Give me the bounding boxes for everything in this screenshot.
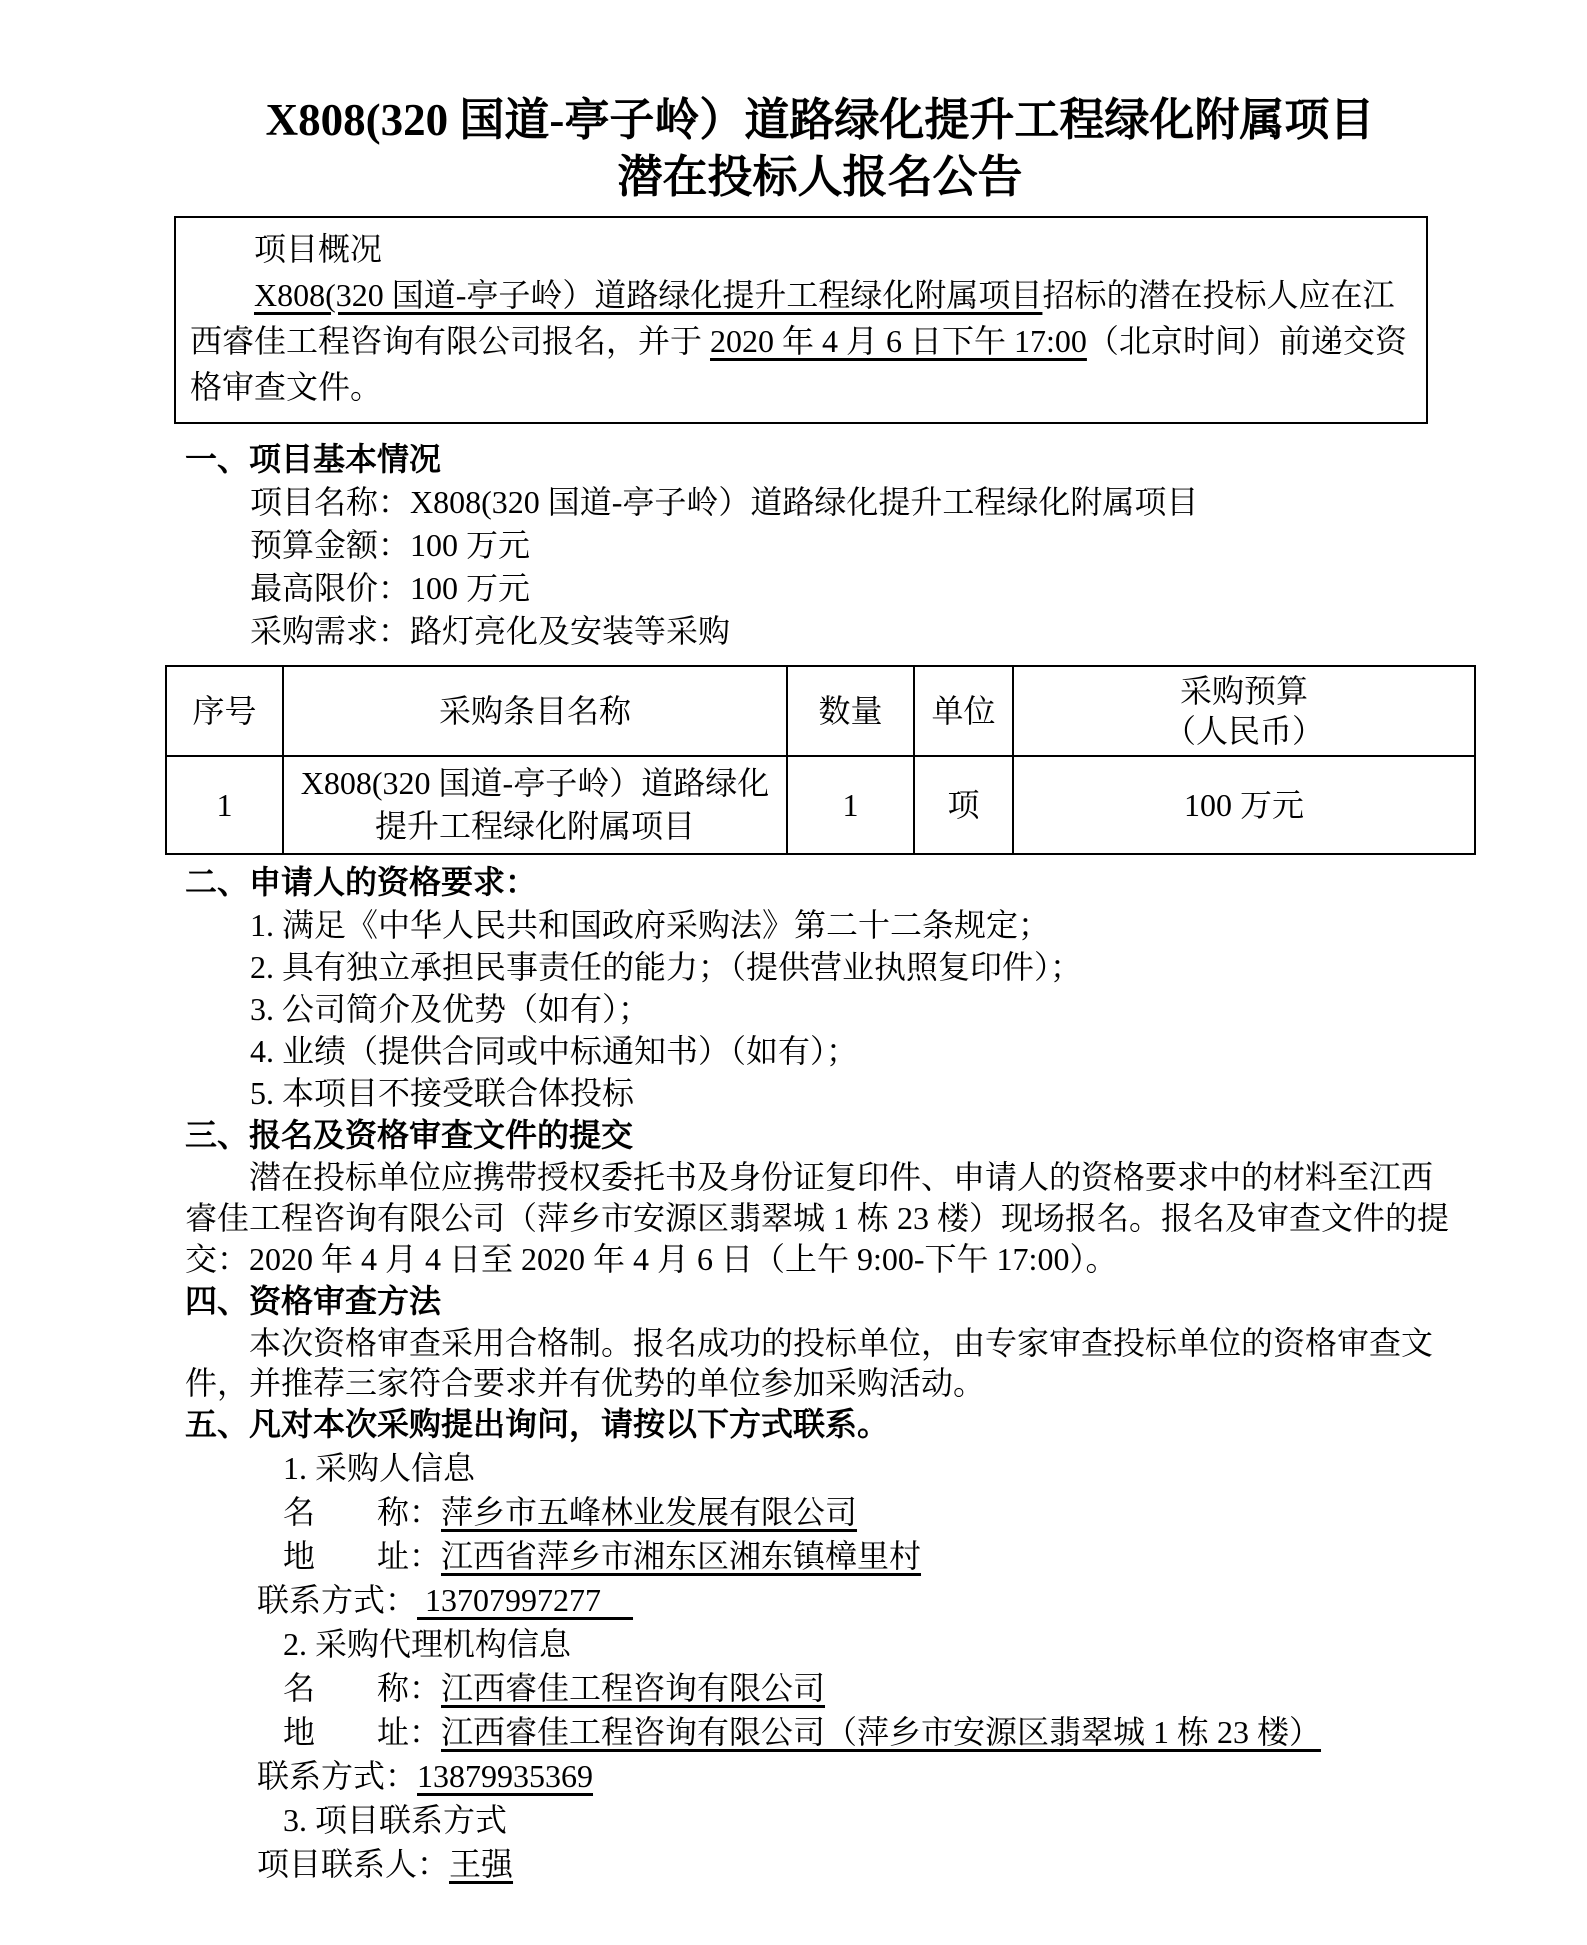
project-contact-line bbox=[257, 1842, 1455, 1886]
overview-text-2: （北京时间）前递交资格审查文件。 bbox=[190, 323, 1407, 405]
project-contact-person-value: 王强 bbox=[449, 1846, 514, 1882]
procurement-items-table bbox=[165, 665, 1476, 855]
cell-item-name: X808(320 国道-亭子岭）道路绿化提升工程绿化附属项目 bbox=[283, 756, 787, 854]
table-row bbox=[166, 756, 1475, 854]
cell-unit: 项 bbox=[914, 756, 1013, 854]
budget-amount-line: 预算金额：100 万元 bbox=[250, 527, 531, 563]
overview-text-1: 招标的潜在投标人应在江西睿佳工程咨询有限公司报名，并于 bbox=[190, 277, 1395, 359]
header-budget bbox=[1013, 666, 1475, 756]
project-name-line: 项目名称：X808(320 国道-亭子岭）道路绿化提升工程绿化附属项目 bbox=[250, 484, 1199, 520]
qualification-item: 2. 具有独立承担民事责任的能力；（提供营业执照复印件）； bbox=[250, 949, 1083, 985]
project-contact-person-label: 项目联系人： bbox=[257, 1846, 450, 1882]
agency-address-line bbox=[283, 1710, 1455, 1754]
agency-name-line bbox=[283, 1666, 1455, 1710]
document-title bbox=[185, 92, 1455, 206]
overview-paragraph bbox=[190, 272, 1410, 410]
contact-label: 联系方式： bbox=[257, 1582, 418, 1618]
section3-heading: 三、报名及资格审查文件的提交 bbox=[185, 1117, 634, 1153]
header-qty: 数量 bbox=[787, 666, 914, 756]
document-title-line2: 潜在投标人报名公告 bbox=[617, 152, 1023, 202]
purchaser-address-value: 江西省萍乡市湘东区湘东镇樟里村 bbox=[441, 1538, 922, 1574]
table-header-row bbox=[166, 666, 1475, 756]
purchaser-address-line bbox=[283, 1534, 1455, 1578]
qualification-item: 1. 满足《中华人民共和国政府采购法》第二十二条规定； bbox=[250, 907, 1051, 943]
purchaser-phone-value: 13707997277 bbox=[417, 1582, 634, 1618]
max-price-line: 最高限价：100 万元 bbox=[250, 570, 531, 606]
agency-info-title: 2. 采购代理机构信息 bbox=[283, 1626, 572, 1662]
section5-heading: 五、凡对本次采购提出询问，请按以下方式联系。 bbox=[185, 1406, 890, 1442]
overview-heading: 项目概况 bbox=[254, 231, 383, 267]
purchaser-info-title: 1. 采购人信息 bbox=[283, 1450, 476, 1486]
purchaser-name-value: 萍乡市五峰林业发展有限公司 bbox=[441, 1494, 858, 1530]
overview-deadline-underlined: 2020 年 4 月 6 日下午 17:00 bbox=[710, 323, 1087, 359]
address-label: 地 址： bbox=[283, 1714, 441, 1750]
cell-qty: 1 bbox=[787, 756, 914, 854]
header-budget-line1: 采购预算 bbox=[1179, 673, 1308, 709]
cell-seq: 1 bbox=[166, 756, 283, 854]
project-contact-title: 3. 项目联系方式 bbox=[283, 1802, 508, 1838]
name-label: 名 称： bbox=[283, 1670, 441, 1706]
cell-budget: 100 万元 bbox=[1013, 756, 1475, 854]
procurement-demand-line: 采购需求：路灯亮化及安装等采购 bbox=[250, 613, 731, 649]
overview-project-name-underlined: X808(320 国道-亭子岭）道路绿化提升工程绿化附属项目 bbox=[254, 277, 1043, 313]
agency-name-value: 江西睿佳工程咨询有限公司 bbox=[441, 1670, 826, 1706]
purchaser-contact-line bbox=[257, 1578, 1455, 1622]
section1-heading: 一、项目基本情况 bbox=[185, 441, 442, 477]
header-seq: 序号 bbox=[166, 666, 283, 756]
address-label: 地 址： bbox=[283, 1538, 441, 1574]
qualification-item: 3. 公司简介及优势（如有）； bbox=[250, 991, 651, 1027]
header-budget-line2: （人民币） bbox=[1163, 713, 1324, 749]
section2-heading: 二、申请人的资格要求： bbox=[185, 864, 538, 900]
qualification-item: 4. 业绩（提供合同或中标通知书）（如有）； bbox=[250, 1033, 859, 1069]
section3-paragraph: 潜在投标单位应携带授权委托书及身份证复印件、申请人的资格要求中的材料至江西睿佳工程咨询有限公司（萍乡市安源区翡翠城 1 栋 23 楼）现场报名。报名及审查文件的提交：2020 年 4 月 4 日至 2020 年 4 月 6 日（上午 9:00-下午 17:00）。 bbox=[185, 1159, 1450, 1277]
agency-contact-line bbox=[257, 1754, 1455, 1798]
project-overview-box bbox=[174, 216, 1428, 424]
section4-heading: 四、资格审查方法 bbox=[185, 1283, 442, 1319]
qualification-item: 5. 本项目不接受联合体投标 bbox=[250, 1075, 635, 1111]
contact-label: 联系方式： bbox=[257, 1758, 418, 1794]
purchaser-name-line bbox=[283, 1490, 1455, 1534]
section4-paragraph: 本次资格审查采用合格制。报名成功的投标单位，由专家审查投标单位的资格审查文件，并推荐三家符合要求并有优势的单位参加采购活动。 bbox=[185, 1325, 1434, 1401]
name-label: 名 称： bbox=[283, 1494, 441, 1530]
agency-address-value: 江西睿佳工程咨询有限公司（萍乡市安源区翡翠城 1 栋 23 楼） bbox=[441, 1714, 1322, 1750]
document-title-line1: X808(320 国道-亭子岭）道路绿化提升工程绿化附属项目 bbox=[265, 95, 1375, 145]
agency-phone-value: 13879935369 bbox=[417, 1758, 594, 1794]
header-item-name: 采购条目名称 bbox=[283, 666, 787, 756]
header-unit: 单位 bbox=[914, 666, 1013, 756]
